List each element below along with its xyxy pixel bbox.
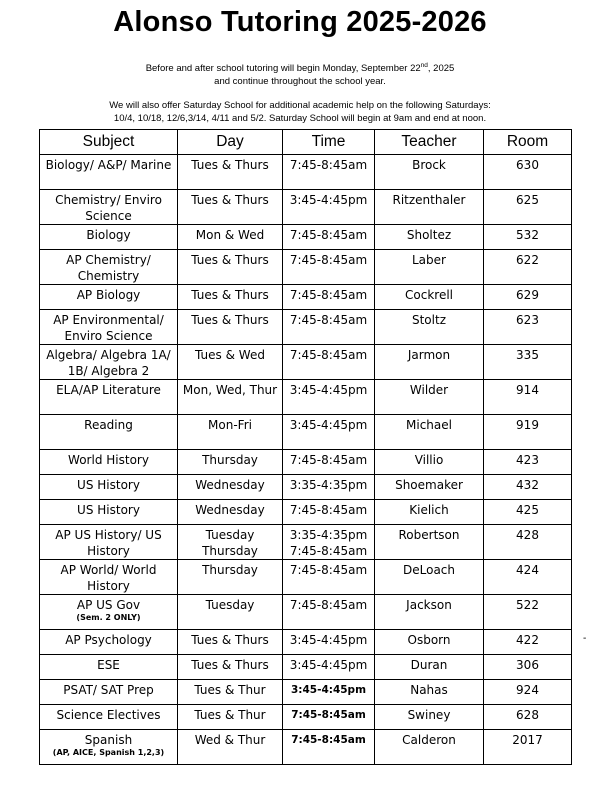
table-row <box>40 285 572 310</box>
cell-teacher: Kielich <box>375 500 484 525</box>
cell-room: 422 <box>484 630 572 655</box>
cell-time: 3:45-4:45pm <box>283 380 375 415</box>
cell-time: 7:45-8:45am <box>283 705 375 730</box>
cell-room: 914 <box>484 380 572 415</box>
cell-room: 532 <box>484 225 572 250</box>
header-day: Day <box>178 130 283 155</box>
intro-line-2: and continue throughout the school year. <box>214 76 386 88</box>
table-row <box>40 680 572 705</box>
table-row <box>40 655 572 680</box>
table-row <box>40 730 572 765</box>
table-row <box>40 560 572 595</box>
cell-room: 306 <box>484 655 572 680</box>
cell-subject: AP Environmental/ Enviro Science <box>40 310 178 345</box>
cell-subject: AP Biology <box>40 285 178 310</box>
header-time: Time <box>283 130 375 155</box>
cell-day: Tues & Thurs <box>178 285 283 310</box>
tutoring-schedule-table <box>39 129 572 765</box>
cell-time: 3:35-4:35pm <box>283 475 375 500</box>
cell-teacher: Brock <box>375 155 484 190</box>
cell-subject: Science Electives <box>40 705 178 730</box>
cell-subject: ESE <box>40 655 178 680</box>
cell-time: 7:45-8:45am <box>283 310 375 345</box>
cell-subject: PSAT/ SAT Prep <box>40 680 178 705</box>
cell-time: 3:45-4:45pm <box>283 655 375 680</box>
table-row <box>40 415 572 450</box>
table-row <box>40 380 572 415</box>
cell-time: 7:45-8:45am <box>283 560 375 595</box>
cell-teacher: Swiney <box>375 705 484 730</box>
cell-day-line-1: Tuesday <box>205 528 255 542</box>
cell-day <box>178 525 283 560</box>
table-row <box>40 630 572 655</box>
intro-line-1 <box>0 59 600 75</box>
cell-subject: AP Psychology <box>40 630 178 655</box>
cell-room: 622 <box>484 250 572 285</box>
cell-teacher: Osborn <box>375 630 484 655</box>
table-header-row <box>40 130 572 155</box>
table-row <box>40 250 572 285</box>
cell-teacher: DeLoach <box>375 560 484 595</box>
cell-teacher: Wilder <box>375 380 484 415</box>
cell-subject: AP Chemistry/ Chemistry <box>40 250 178 285</box>
cell-room: 424 <box>484 560 572 595</box>
cell-subject: Biology <box>40 225 178 250</box>
cell-time: 7:45-8:45am <box>283 285 375 310</box>
table-row <box>40 595 572 630</box>
intro-text <box>0 59 600 88</box>
cell-subject: World History <box>40 450 178 475</box>
cell-day: Wed & Thur <box>178 730 283 765</box>
cell-day: Tues & Thurs <box>178 630 283 655</box>
cell-day: Wednesday <box>178 475 283 500</box>
page-title: Alonso Tutoring 2025-2026 <box>113 6 487 38</box>
cell-subject-text: AP US Gov <box>76 598 141 612</box>
cell-subject: Biology/ A&P/ Marine <box>40 155 178 190</box>
cell-time-line-2: 7:45-8:45am <box>289 544 368 558</box>
cell-time: 7:45-8:45am <box>283 155 375 190</box>
cell-time: 3:45-4:45pm <box>283 630 375 655</box>
cell-room: 432 <box>484 475 572 500</box>
cell-day: Tues & Thurs <box>178 155 283 190</box>
table-row <box>40 450 572 475</box>
cell-time: 3:45-4:45pm <box>283 415 375 450</box>
table-row <box>40 525 572 560</box>
cell-teacher: Duran <box>375 655 484 680</box>
cell-teacher: Stoltz <box>375 310 484 345</box>
cell-time: 3:45-4:45pm <box>283 190 375 225</box>
cell-room: 428 <box>484 525 572 560</box>
table-row <box>40 345 572 380</box>
cell-teacher: Cockrell <box>375 285 484 310</box>
cell-time: 3:45-4:45pm <box>283 680 375 705</box>
cell-room: 2017 <box>484 730 572 765</box>
cell-room: 924 <box>484 680 572 705</box>
table-row <box>40 500 572 525</box>
cell-subject: Algebra/ Algebra 1A/ 1B/ Algebra 2 <box>40 345 178 380</box>
cell-teacher: Laber <box>375 250 484 285</box>
saturday-line-1: We will also offer Saturday School for additional academic help on the following Saturdays: <box>109 100 491 111</box>
cell-room: 629 <box>484 285 572 310</box>
cell-time-line-1: 3:35-4:35pm <box>289 528 368 542</box>
intro-line-1-text: Before and after school tutoring will begin Monday, September 22 <box>145 63 421 75</box>
cell-day: Tues & Thur <box>178 705 283 730</box>
cell-room: 425 <box>484 500 572 525</box>
cell-subject-note: (Sem. 2 ONLY) <box>76 613 141 622</box>
cell-teacher: Shoemaker <box>375 475 484 500</box>
table-row <box>40 190 572 225</box>
cell-day: Wednesday <box>178 500 283 525</box>
cell-room: 630 <box>484 155 572 190</box>
cell-teacher: Nahas <box>375 680 484 705</box>
cell-room: 623 <box>484 310 572 345</box>
cell-room: 919 <box>484 415 572 450</box>
cell-subject: ELA/AP Literature <box>40 380 178 415</box>
intro-line-1-end: , 2025 <box>427 63 455 75</box>
cell-day: Thursday <box>178 560 283 595</box>
cell-teacher: Calderon <box>375 730 484 765</box>
cell-day: Mon & Wed <box>178 225 283 250</box>
intro-superscript: nd <box>420 62 428 69</box>
cell-teacher: Michael <box>375 415 484 450</box>
cell-subject: AP World/ World History <box>40 560 178 595</box>
cell-day: Tues & Thurs <box>178 190 283 225</box>
cell-time: 7:45-8:45am <box>283 595 375 630</box>
cell-subject: US History <box>40 500 178 525</box>
cell-day: Tues & Thurs <box>178 655 283 680</box>
cell-room: 335 <box>484 345 572 380</box>
cell-teacher: Robertson <box>375 525 484 560</box>
cell-room: 625 <box>484 190 572 225</box>
cell-day: Tuesday <box>178 595 283 630</box>
header-room: Room <box>484 130 572 155</box>
margin-mark: - <box>583 633 587 644</box>
cell-subject-text: Spanish <box>84 733 133 747</box>
cell-time: 7:45-8:45am <box>283 345 375 380</box>
cell-teacher: Villio <box>375 450 484 475</box>
cell-time <box>283 525 375 560</box>
header-subject: Subject <box>40 130 178 155</box>
cell-time: 7:45-8:45am <box>283 730 375 765</box>
cell-teacher: Ritzenthaler <box>375 190 484 225</box>
cell-time: 7:45-8:45am <box>283 250 375 285</box>
cell-day: Tues & Thurs <box>178 310 283 345</box>
cell-subject: AP US History/ US History <box>40 525 178 560</box>
cell-subject: US History <box>40 475 178 500</box>
table-row <box>40 310 572 345</box>
saturday-line-2: 10/4, 10/18, 12/6,3/14, 4/11 and 5/2. Saturday School will begin at 9am and end at noon. <box>113 113 487 124</box>
table-row <box>40 225 572 250</box>
cell-time: 7:45-8:45am <box>283 450 375 475</box>
cell-subject: Chemistry/ Enviro Science <box>40 190 178 225</box>
table-row <box>40 705 572 730</box>
cell-teacher: Sholtez <box>375 225 484 250</box>
cell-room: 522 <box>484 595 572 630</box>
cell-day: Tues & Thurs <box>178 250 283 285</box>
cell-day: Tues & Wed <box>178 345 283 380</box>
cell-subject <box>40 595 178 630</box>
cell-room: 628 <box>484 705 572 730</box>
header-teacher: Teacher <box>375 130 484 155</box>
cell-day: Thursday <box>178 450 283 475</box>
cell-room: 423 <box>484 450 572 475</box>
cell-teacher: Jackson <box>375 595 484 630</box>
cell-time: 7:45-8:45am <box>283 225 375 250</box>
cell-day-line-2: Thursday <box>202 544 258 558</box>
saturday-school-text <box>0 99 600 125</box>
cell-day: Mon-Fri <box>178 415 283 450</box>
table-row <box>40 155 572 190</box>
cell-teacher: Jarmon <box>375 345 484 380</box>
cell-subject-note: (AP, AICE, Spanish 1,2,3) <box>52 748 165 757</box>
table-row <box>40 475 572 500</box>
cell-subject <box>40 730 178 765</box>
cell-subject: Reading <box>40 415 178 450</box>
cell-time: 7:45-8:45am <box>283 500 375 525</box>
cell-day: Mon, Wed, Thur <box>178 380 283 415</box>
cell-day: Tues & Thur <box>178 680 283 705</box>
